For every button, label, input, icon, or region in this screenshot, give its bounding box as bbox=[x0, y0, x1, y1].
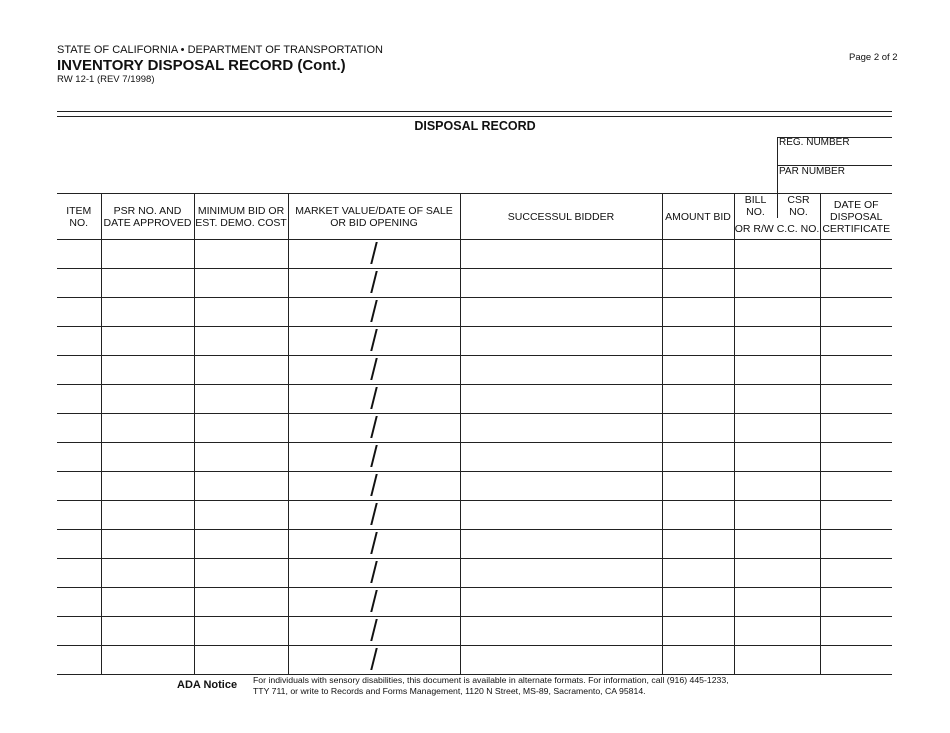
cell-date-certificate[interactable] bbox=[820, 385, 892, 414]
cell-date-certificate[interactable] bbox=[820, 356, 892, 385]
date-separator-slash bbox=[370, 648, 377, 670]
ada-notice-text bbox=[253, 675, 813, 697]
reg-box-divider bbox=[777, 137, 778, 194]
cell-amount-bid[interactable] bbox=[662, 501, 734, 530]
date-separator-slash bbox=[370, 503, 377, 525]
date-separator-slash bbox=[370, 300, 377, 322]
cell-amount-bid[interactable] bbox=[662, 240, 734, 269]
cell-market-value[interactable] bbox=[288, 472, 460, 501]
date-separator-slash bbox=[370, 561, 377, 583]
cell-date-certificate[interactable] bbox=[820, 501, 892, 530]
date-separator-slash bbox=[370, 358, 377, 380]
col-date-certificate: DATE OF DISPOSAL CERTIFICATE bbox=[820, 194, 892, 240]
cell-amount-bid[interactable] bbox=[662, 298, 734, 327]
cell-market-value[interactable] bbox=[288, 646, 460, 675]
col-market-value: MARKET VALUE/DATE OF SALE OR BID OPENING bbox=[288, 194, 460, 240]
cell-successful-bidder[interactable] bbox=[460, 588, 662, 617]
date-separator-slash bbox=[370, 242, 377, 264]
par-number-label: PAR NUMBER bbox=[779, 166, 845, 177]
date-separator-slash bbox=[370, 474, 377, 496]
cell-item-no[interactable] bbox=[57, 356, 101, 385]
col-bill-no: BILL NO. bbox=[734, 194, 777, 219]
table-row bbox=[57, 356, 892, 385]
cell-market-value[interactable] bbox=[288, 240, 460, 269]
cell-successful-bidder[interactable] bbox=[460, 617, 662, 646]
cell-psr-no[interactable] bbox=[101, 646, 194, 675]
cell-date-certificate[interactable] bbox=[820, 472, 892, 501]
cell-item-no[interactable] bbox=[57, 501, 101, 530]
cell-psr-no[interactable] bbox=[101, 530, 194, 559]
cell-amount-bid[interactable] bbox=[662, 472, 734, 501]
table-row bbox=[57, 501, 892, 530]
cell-bill-csr-no[interactable] bbox=[734, 327, 820, 356]
form-number: RW 12-1 (REV 7/1998) bbox=[57, 74, 155, 85]
table-row bbox=[57, 443, 892, 472]
cell-successful-bidder[interactable] bbox=[460, 530, 662, 559]
cell-market-value[interactable] bbox=[288, 414, 460, 443]
col-min-bid: MINIMUM BID OR EST. DEMO. COST bbox=[194, 194, 288, 240]
cell-item-no[interactable] bbox=[57, 646, 101, 675]
cell-min-bid[interactable] bbox=[194, 588, 288, 617]
cell-amount-bid[interactable] bbox=[662, 588, 734, 617]
cell-market-value[interactable] bbox=[288, 588, 460, 617]
cell-item-no[interactable] bbox=[57, 559, 101, 588]
cell-date-certificate[interactable] bbox=[820, 559, 892, 588]
cell-min-bid[interactable] bbox=[194, 617, 288, 646]
cell-date-certificate[interactable] bbox=[820, 240, 892, 269]
table-row bbox=[57, 646, 892, 675]
cell-min-bid[interactable] bbox=[194, 530, 288, 559]
cell-bill-csr-no[interactable] bbox=[734, 443, 820, 472]
cell-successful-bidder[interactable] bbox=[460, 501, 662, 530]
cell-market-value[interactable] bbox=[288, 327, 460, 356]
section-title: DISPOSAL RECORD bbox=[414, 119, 536, 133]
cell-amount-bid[interactable] bbox=[662, 646, 734, 675]
cell-min-bid[interactable] bbox=[194, 269, 288, 298]
cell-psr-no[interactable] bbox=[101, 385, 194, 414]
cell-successful-bidder[interactable] bbox=[460, 559, 662, 588]
cell-min-bid[interactable] bbox=[194, 559, 288, 588]
cell-date-certificate[interactable] bbox=[820, 443, 892, 472]
cell-item-no[interactable] bbox=[57, 443, 101, 472]
cell-date-certificate[interactable] bbox=[820, 414, 892, 443]
cell-bill-csr-no[interactable] bbox=[734, 414, 820, 443]
cell-item-no[interactable] bbox=[57, 414, 101, 443]
table-row bbox=[57, 414, 892, 443]
cell-market-value[interactable] bbox=[288, 298, 460, 327]
cell-psr-no[interactable] bbox=[101, 298, 194, 327]
cell-successful-bidder[interactable] bbox=[460, 472, 662, 501]
cell-item-no[interactable] bbox=[57, 298, 101, 327]
table-row bbox=[57, 240, 892, 269]
cell-psr-no[interactable] bbox=[101, 414, 194, 443]
cell-amount-bid[interactable] bbox=[662, 617, 734, 646]
col-csr-no: CSR NO. bbox=[777, 194, 820, 219]
table-row bbox=[57, 530, 892, 559]
reg-number-label: REG. NUMBER bbox=[779, 137, 850, 148]
cell-amount-bid[interactable] bbox=[662, 356, 734, 385]
cell-bill-csr-no[interactable] bbox=[734, 530, 820, 559]
cell-min-bid[interactable] bbox=[194, 646, 288, 675]
cell-psr-no[interactable] bbox=[101, 617, 194, 646]
cell-bill-csr-no[interactable] bbox=[734, 646, 820, 675]
cell-psr-no[interactable] bbox=[101, 443, 194, 472]
cell-bill-csr-no[interactable] bbox=[734, 298, 820, 327]
cell-market-value[interactable] bbox=[288, 443, 460, 472]
cell-psr-no[interactable] bbox=[101, 269, 194, 298]
cell-min-bid[interactable] bbox=[194, 414, 288, 443]
cell-market-value[interactable] bbox=[288, 501, 460, 530]
cell-min-bid[interactable] bbox=[194, 385, 288, 414]
cell-successful-bidder[interactable] bbox=[460, 646, 662, 675]
table-row bbox=[57, 298, 892, 327]
cell-bill-csr-no[interactable] bbox=[734, 269, 820, 298]
cell-date-certificate[interactable] bbox=[820, 588, 892, 617]
cell-market-value[interactable] bbox=[288, 530, 460, 559]
cell-date-certificate[interactable] bbox=[820, 646, 892, 675]
cell-min-bid[interactable] bbox=[194, 501, 288, 530]
cell-item-no[interactable] bbox=[57, 385, 101, 414]
cell-item-no[interactable] bbox=[57, 617, 101, 646]
table-row bbox=[57, 588, 892, 617]
cell-min-bid[interactable] bbox=[194, 298, 288, 327]
cell-psr-no[interactable] bbox=[101, 588, 194, 617]
cell-bill-csr-no[interactable] bbox=[734, 385, 820, 414]
cell-successful-bidder[interactable] bbox=[460, 414, 662, 443]
date-separator-slash bbox=[370, 590, 377, 612]
table-row bbox=[57, 559, 892, 588]
cell-successful-bidder[interactable] bbox=[460, 385, 662, 414]
header-rule-top bbox=[57, 111, 892, 112]
cell-date-certificate[interactable] bbox=[820, 617, 892, 646]
cell-psr-no[interactable] bbox=[101, 356, 194, 385]
table-row bbox=[57, 385, 892, 414]
cell-successful-bidder[interactable] bbox=[460, 327, 662, 356]
cell-market-value[interactable] bbox=[288, 269, 460, 298]
cell-item-no[interactable] bbox=[57, 472, 101, 501]
cell-psr-no[interactable] bbox=[101, 501, 194, 530]
col-rw-cc-no: OR R/W C.C. NO. bbox=[734, 218, 820, 240]
cell-date-certificate[interactable] bbox=[820, 298, 892, 327]
cell-amount-bid[interactable] bbox=[662, 269, 734, 298]
cell-date-certificate[interactable] bbox=[820, 530, 892, 559]
cell-psr-no[interactable] bbox=[101, 559, 194, 588]
cell-bill-csr-no[interactable] bbox=[734, 559, 820, 588]
cell-market-value[interactable] bbox=[288, 617, 460, 646]
cell-amount-bid[interactable] bbox=[662, 443, 734, 472]
cell-market-value[interactable] bbox=[288, 385, 460, 414]
page-number: Page 2 of 2 bbox=[849, 52, 898, 63]
disposal-table bbox=[57, 193, 892, 675]
cell-min-bid[interactable] bbox=[194, 240, 288, 269]
cell-psr-no[interactable] bbox=[101, 327, 194, 356]
header-rule-bottom bbox=[57, 116, 892, 117]
cell-bill-csr-no[interactable] bbox=[734, 472, 820, 501]
cell-amount-bid[interactable] bbox=[662, 385, 734, 414]
ada-notice-line1: For individuals with sensory disabilities, this document is available in alternate formats. For information, call (916) 445-1233, bbox=[253, 675, 729, 685]
col-successful-bidder: SUCCESSUL BIDDER bbox=[460, 194, 662, 240]
cell-min-bid[interactable] bbox=[194, 443, 288, 472]
cell-item-no[interactable] bbox=[57, 240, 101, 269]
cell-successful-bidder[interactable] bbox=[460, 443, 662, 472]
ada-notice-label: ADA Notice bbox=[177, 679, 238, 691]
date-separator-slash bbox=[370, 619, 377, 641]
cell-date-certificate[interactable] bbox=[820, 327, 892, 356]
cell-min-bid[interactable] bbox=[194, 327, 288, 356]
cell-amount-bid[interactable] bbox=[662, 414, 734, 443]
cell-market-value[interactable] bbox=[288, 356, 460, 385]
cell-item-no[interactable] bbox=[57, 269, 101, 298]
cell-bill-csr-no[interactable] bbox=[734, 501, 820, 530]
cell-market-value[interactable] bbox=[288, 559, 460, 588]
cell-successful-bidder[interactable] bbox=[460, 240, 662, 269]
cell-bill-csr-no[interactable] bbox=[734, 588, 820, 617]
ada-notice-line2: TTY 711, or write to Records and Forms Management, 1120 N Street, MS-89, Sacramento, CA 95814. bbox=[253, 686, 646, 696]
date-separator-slash bbox=[370, 416, 377, 438]
col-item-no: ITEM NO. bbox=[57, 194, 101, 240]
cell-date-certificate[interactable] bbox=[820, 269, 892, 298]
table-row bbox=[57, 269, 892, 298]
cell-successful-bidder[interactable] bbox=[460, 356, 662, 385]
cell-bill-csr-no[interactable] bbox=[734, 240, 820, 269]
date-separator-slash bbox=[370, 445, 377, 467]
cell-item-no[interactable] bbox=[57, 327, 101, 356]
table-row bbox=[57, 472, 892, 501]
cell-amount-bid[interactable] bbox=[662, 559, 734, 588]
cell-successful-bidder[interactable] bbox=[460, 298, 662, 327]
cell-min-bid[interactable] bbox=[194, 472, 288, 501]
cell-amount-bid[interactable] bbox=[662, 530, 734, 559]
form-agency: STATE OF CALIFORNIA • DEPARTMENT OF TRANSPORTATION bbox=[57, 44, 383, 56]
date-separator-slash bbox=[370, 271, 377, 293]
col-amount-bid: AMOUNT BID bbox=[662, 194, 734, 240]
cell-bill-csr-no[interactable] bbox=[734, 617, 820, 646]
date-separator-slash bbox=[370, 532, 377, 554]
form-title: INVENTORY DISPOSAL RECORD (Cont.) bbox=[57, 57, 346, 74]
table-row bbox=[57, 617, 892, 646]
cell-successful-bidder[interactable] bbox=[460, 269, 662, 298]
cell-amount-bid[interactable] bbox=[662, 327, 734, 356]
cell-item-no[interactable] bbox=[57, 530, 101, 559]
cell-min-bid[interactable] bbox=[194, 356, 288, 385]
cell-bill-csr-no[interactable] bbox=[734, 356, 820, 385]
cell-psr-no[interactable] bbox=[101, 240, 194, 269]
cell-psr-no[interactable] bbox=[101, 472, 194, 501]
date-separator-slash bbox=[370, 329, 377, 351]
col-psr-no: PSR NO. AND DATE APPROVED bbox=[101, 194, 194, 240]
cell-item-no[interactable] bbox=[57, 588, 101, 617]
date-separator-slash bbox=[370, 387, 377, 409]
table-row bbox=[57, 327, 892, 356]
